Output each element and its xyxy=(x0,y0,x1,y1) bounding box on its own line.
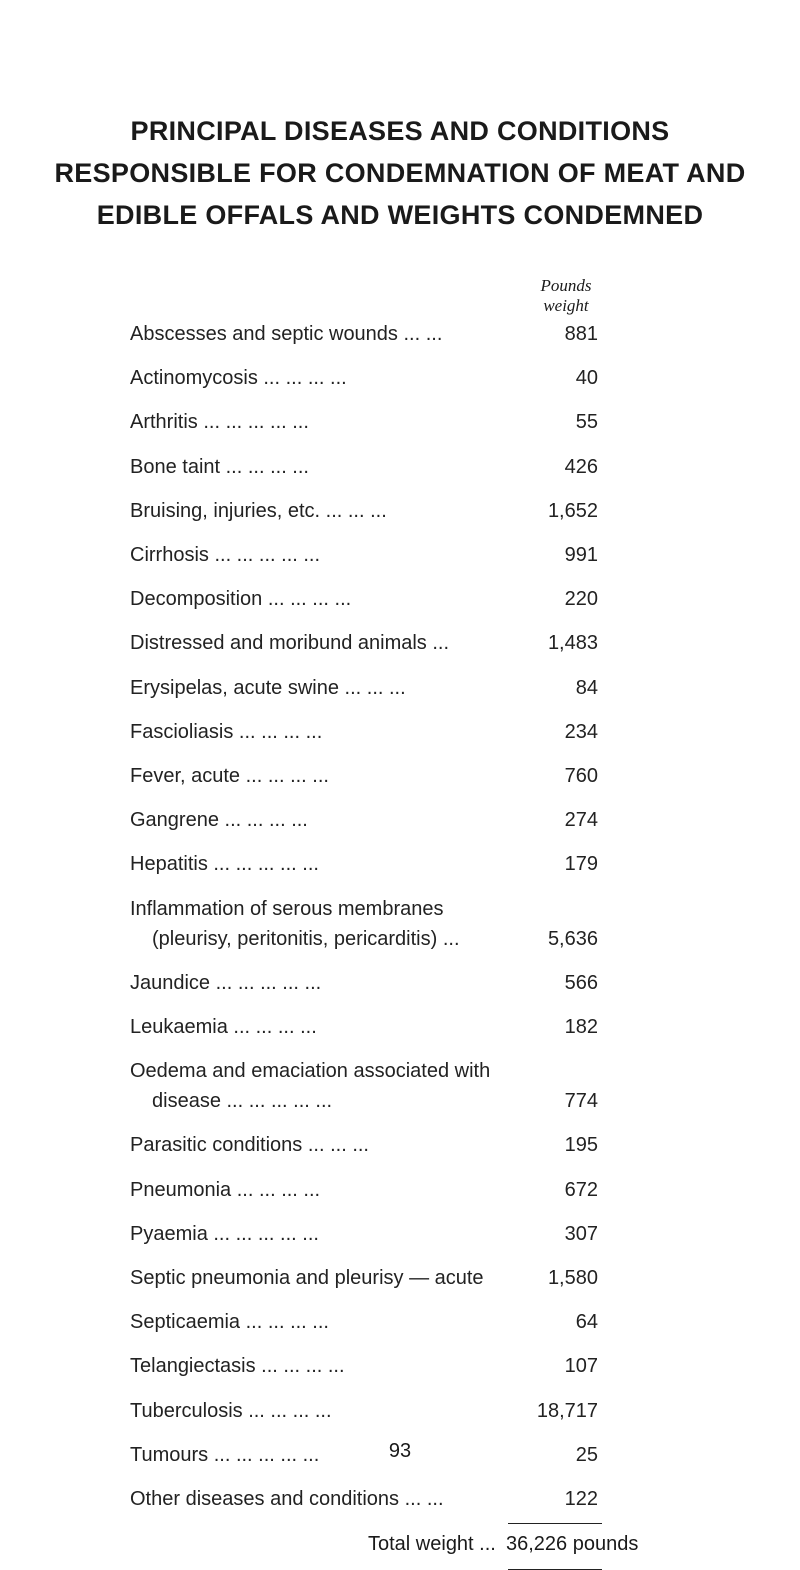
row-value: 220 xyxy=(564,588,598,611)
row-label: Gangrene ... ... ... ... xyxy=(130,809,308,832)
row-label: Septicaemia ... ... ... ... xyxy=(130,1311,329,1334)
row-value: 234 xyxy=(564,720,598,743)
row-value: 84 xyxy=(575,676,598,699)
title-line-2: RESPONSIBLE FOR CONDEMNATION OF MEAT AND xyxy=(54,158,746,188)
row-label: Jaundice ... ... ... ... ... xyxy=(130,971,322,994)
column-header-line-2: weight xyxy=(543,296,589,315)
row-value: 1,652 xyxy=(547,499,598,522)
page-title xyxy=(0,110,800,236)
column-header-line-1: Pounds xyxy=(540,276,592,295)
row-label: Tumours ... ... ... ... ... xyxy=(130,1443,320,1466)
row-label: Actinomycosis ... ... ... ... xyxy=(130,367,347,390)
row-value: 672 xyxy=(564,1178,598,1201)
column-header-pounds-weight xyxy=(512,276,620,316)
row-label: Other diseases and conditions ... ... xyxy=(130,1488,444,1510)
row-value: 18,717 xyxy=(536,1399,598,1422)
row-label: Decomposition ... ... ... ... xyxy=(130,588,352,611)
row-label: Bone taint ... ... ... ... xyxy=(130,455,309,478)
row-label: Fever, acute ... ... ... ... xyxy=(130,765,329,787)
row-label: Distressed and moribund animals ... xyxy=(130,632,450,655)
title-line-1: PRINCIPAL DISEASES AND CONDITIONS xyxy=(130,116,670,146)
row-label: Leukaemia ... ... ... ... xyxy=(130,1016,317,1038)
row-value: 274 xyxy=(564,809,598,832)
total-value: 36,226 pounds xyxy=(506,1533,639,1556)
row-value: 566 xyxy=(564,971,598,994)
row-label: Parasitic conditions ... ... ... xyxy=(130,1134,369,1157)
row-value: 179 xyxy=(564,853,598,876)
row-value: 25 xyxy=(575,1443,598,1466)
row-label: Erysipelas, acute swine ... ... ... xyxy=(130,676,406,699)
row-value: 760 xyxy=(564,765,598,787)
row-label: Tuberculosis ... ... ... ... xyxy=(130,1399,332,1422)
row-label-continued: disease ... ... ... ... ... xyxy=(152,1090,333,1113)
total-label: Total weight ... xyxy=(368,1533,496,1556)
total-rule-top xyxy=(508,1523,602,1524)
row-label: Abscesses and septic wounds ... ... xyxy=(130,323,443,345)
row-value: 122 xyxy=(564,1488,598,1510)
row-value: 774 xyxy=(564,1090,598,1113)
row-value: 64 xyxy=(575,1311,598,1334)
row-label: Pneumonia ... ... ... ... xyxy=(130,1178,321,1201)
row-value: 107 xyxy=(564,1355,598,1378)
row-value: 991 xyxy=(564,544,598,566)
row-value: 55 xyxy=(575,411,598,434)
row-value: 1,580 xyxy=(547,1267,598,1289)
row-value: 426 xyxy=(564,455,598,478)
title-line-3: EDIBLE OFFALS AND WEIGHTS CONDEMNED xyxy=(96,200,704,230)
row-label: Oedema and emaciation associated with xyxy=(130,1060,491,1083)
row-value: 5,636 xyxy=(547,927,598,950)
row-label: Bruising, injuries, etc. ... ... ... xyxy=(130,499,387,522)
row-value: 307 xyxy=(564,1222,598,1245)
row-label: Cirrhosis ... ... ... ... ... xyxy=(130,544,321,566)
page-number: 93 xyxy=(388,1440,412,1462)
row-label-continued: (pleurisy, peritonitis, pericarditis) ... xyxy=(152,927,460,950)
row-value: 195 xyxy=(564,1134,598,1157)
row-value: 1,483 xyxy=(547,632,598,655)
row-label: Telangiectasis ... ... ... ... xyxy=(130,1355,345,1378)
row-label: Pyaemia ... ... ... ... ... xyxy=(130,1222,319,1245)
row-value: 182 xyxy=(564,1016,598,1038)
row-label: Fascioliasis ... ... ... ... xyxy=(130,720,323,743)
row-label: Septic pneumonia and pleurisy — acute xyxy=(130,1267,484,1289)
row-label: Inflammation of serous membranes xyxy=(130,897,444,920)
row-label: Arthritis ... ... ... ... ... xyxy=(130,411,309,434)
row-label: Hepatitis ... ... ... ... ... xyxy=(130,853,319,876)
row-value: 881 xyxy=(564,323,598,345)
row-value: 40 xyxy=(575,367,598,390)
